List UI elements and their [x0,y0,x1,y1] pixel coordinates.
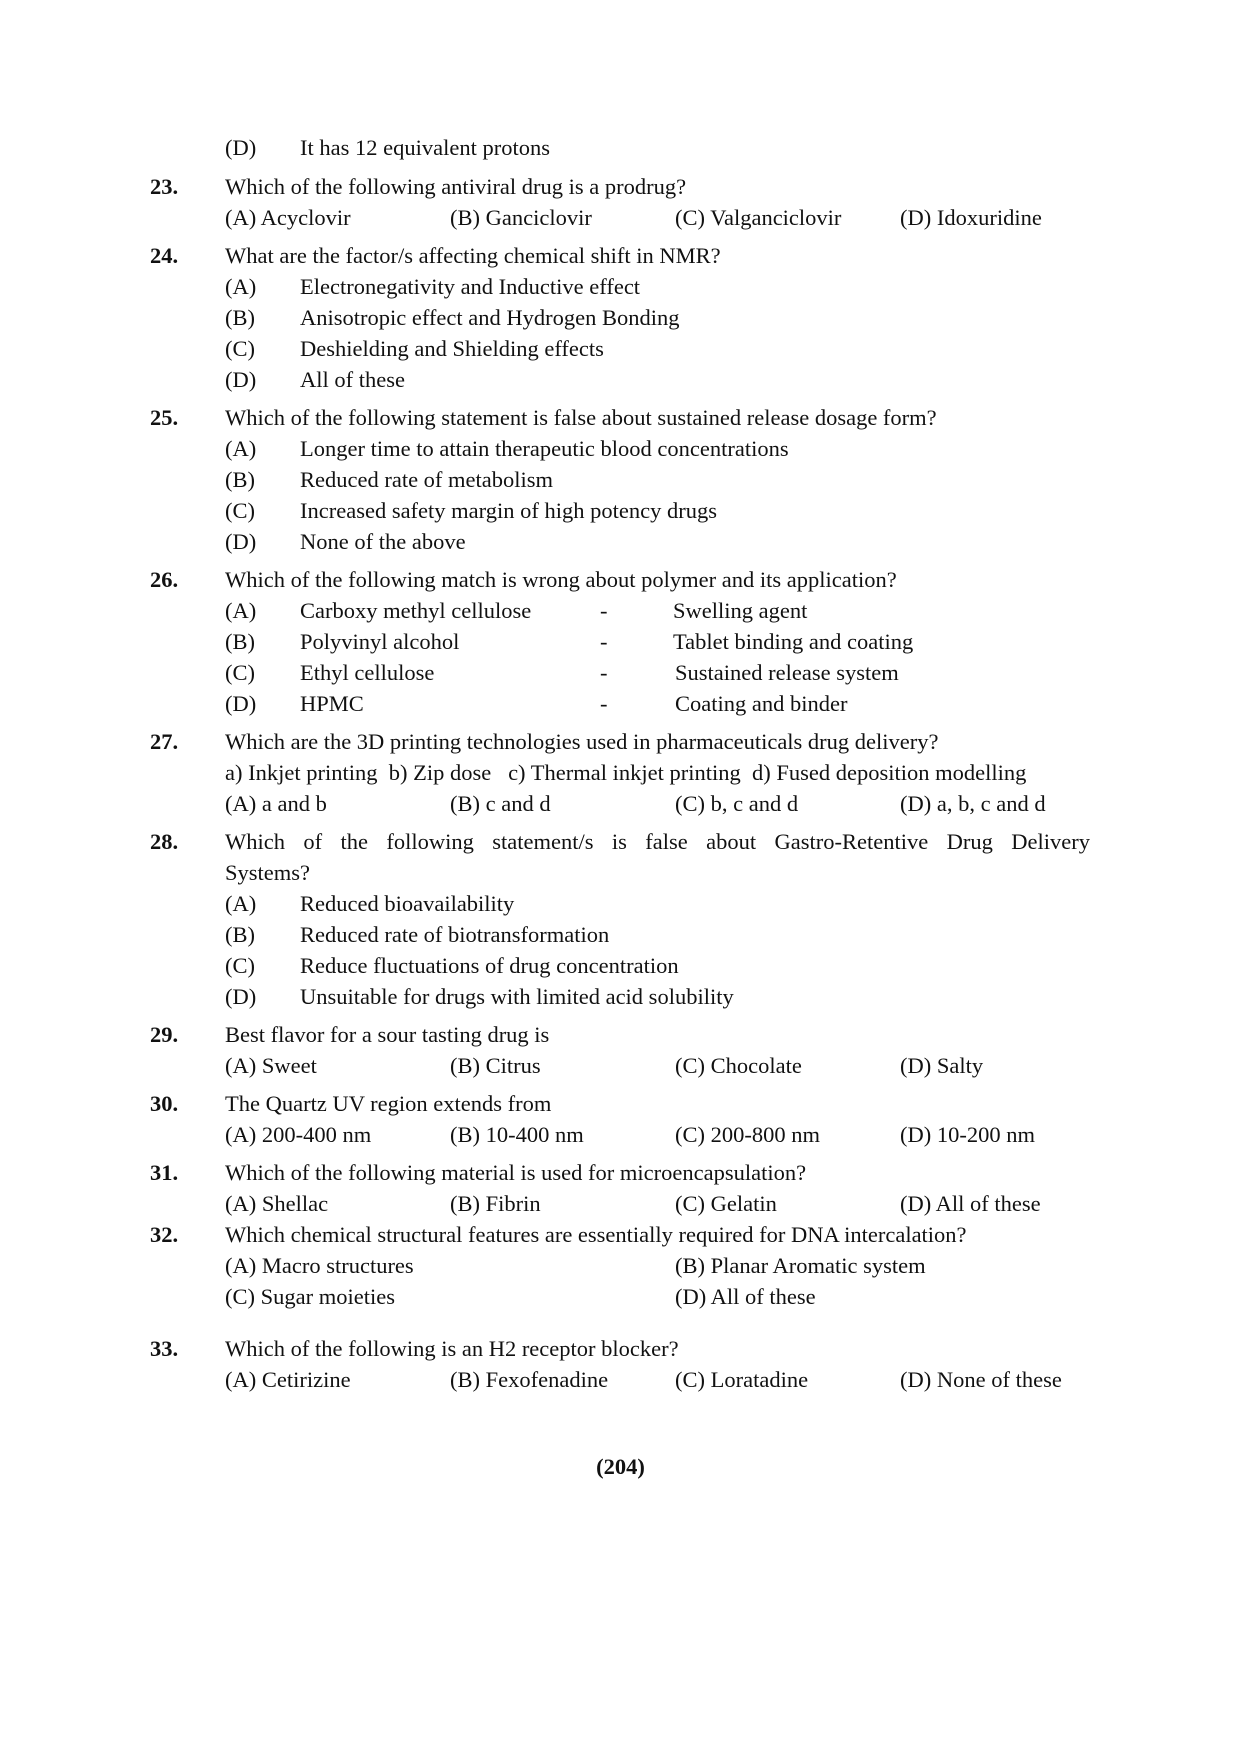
option: (C) Sugar moieties [225,1284,395,1309]
match-dash: - [600,691,608,716]
option-tag: (D) [225,984,257,1009]
option-text: Longer time to attain therapeutic blood concentrations [300,436,789,461]
option-tag: (C) [225,953,255,978]
question-number: 28. [150,829,179,854]
option: (C) 200-800 nm [675,1122,820,1147]
option: (D) All of these [675,1284,816,1309]
option-text: Reduced bioavailability [300,891,515,916]
option: (B) Ganciclovir [450,205,592,230]
option: (A) Acyclovir [225,205,351,230]
option-tag: (A) [225,436,257,461]
option-tag: (D) [225,135,257,160]
option-tag: (D) [225,691,257,716]
option-tag: (B) [225,629,255,654]
question-text: Which are the 3D printing technologies used in pharmaceuticals drug delivery? [225,729,939,754]
option: (D) 10-200 nm [900,1122,1035,1147]
option-tag: (B) [225,467,255,492]
option-tag: (B) [225,305,255,330]
option-text: It has 12 equivalent protons [300,135,550,160]
option: (C) Loratadine [675,1367,809,1392]
option-text: All of these [300,367,405,392]
match-polymer: Carboxy methyl cellulose [300,598,532,623]
question-text: Which of the following is an H2 receptor blocker? [225,1336,679,1361]
question-number: 27. [150,729,179,754]
option-text: Electronegativity and Inductive effect [300,274,641,299]
question-number: 33. [150,1336,179,1361]
option-text: Reduced rate of metabolism [300,467,554,492]
option-tag: (A) [225,598,257,623]
option-tag: (C) [225,336,255,361]
option: (D) Salty [900,1053,984,1078]
question-text: The Quartz UV region extends from [225,1091,552,1116]
option-tag: (C) [225,660,255,685]
option: (D) All of these [900,1191,1041,1216]
match-dash: - [600,629,608,654]
option: (A) 200-400 nm [225,1122,372,1147]
option: (C) Gelatin [675,1191,777,1216]
match-polymer: Polyvinyl alcohol [300,629,460,654]
question-number: 29. [150,1022,179,1047]
option: (B) Fexofenadine [450,1367,609,1392]
option: (D) None of these [900,1367,1062,1392]
option-tag: (D) [225,529,257,554]
option: (B) 10-400 nm [450,1122,584,1147]
question-number: 26. [150,567,179,592]
question-text: Which chemical structural features are essentially required for DNA intercalation? [225,1222,967,1247]
question-text: Which of the following material is used for microencapsulation? [225,1160,807,1185]
question-number: 32. [150,1222,179,1247]
match-application: Swelling agent [673,598,808,623]
match-polymer: Ethyl cellulose [300,660,435,685]
match-application: Tablet binding and coating [673,629,914,654]
option-tag: (B) [225,922,255,947]
question-text: Which of the following statement is false about sustained release dosage form? [225,405,937,430]
question-number: 31. [150,1160,179,1185]
question-text: Best flavor for a sour tasting drug is [225,1022,550,1047]
question-number: 30. [150,1091,179,1116]
match-polymer: HPMC [300,691,364,716]
option: (C) b, c and d [675,791,799,816]
question-text-continued: Systems? [225,860,311,885]
match-dash: - [600,598,608,623]
option-tag: (D) [225,367,257,392]
option: (D) a, b, c and d [900,791,1046,816]
question-text: Which of the following match is wrong about polymer and its application? [225,567,897,592]
question-number: 24. [150,243,179,268]
option-tag: (C) [225,498,255,523]
option-text: Reduced rate of biotransformation [300,922,610,947]
match-application: Coating and binder [675,691,848,716]
option-text: Anisotropic effect and Hydrogen Bonding [300,305,680,330]
option: (B) c and d [450,791,551,816]
option: (D) Idoxuridine [900,205,1042,230]
option-tag: (A) [225,891,257,916]
option-text: Unsuitable for drugs with limited acid solubility [300,984,734,1009]
option: (C) Chocolate [675,1053,802,1078]
question-text: Which of the following antiviral drug is a prodrug? [225,174,687,199]
question-text: Which of the following statement/s is false about Gastro-Retentive Drug Delivery [225,829,1090,854]
match-application: Sustained release system [675,660,899,685]
option: (B) Fibrin [450,1191,541,1216]
option-tag: (A) [225,274,257,299]
option: (B) Citrus [450,1053,541,1078]
question-number: 23. [150,174,179,199]
option: (C) Valganciclovir [675,205,842,230]
option-text: Increased safety margin of high potency drugs [300,498,717,523]
option: (A) a and b [225,791,327,816]
question-subtext: a) Inkjet printing b) Zip dose c) Thermal inkjet printing d) Fused deposition modelling [225,760,1027,785]
option: (A) Cetirizine [225,1367,351,1392]
question-number: 25. [150,405,179,430]
option: (B) Planar Aromatic system [675,1253,926,1278]
option-text: Deshielding and Shielding effects [300,336,604,361]
page-number: (204) [596,1454,645,1479]
option: (A) Shellac [225,1191,329,1216]
option-text: Reduce fluctuations of drug concentration [300,953,679,978]
question-text: What are the factor/s affecting chemical shift in NMR? [225,243,721,268]
option: (A) Macro structures [225,1253,414,1278]
option-text: None of the above [300,529,466,554]
option: (A) Sweet [225,1053,317,1078]
match-dash: - [600,660,608,685]
